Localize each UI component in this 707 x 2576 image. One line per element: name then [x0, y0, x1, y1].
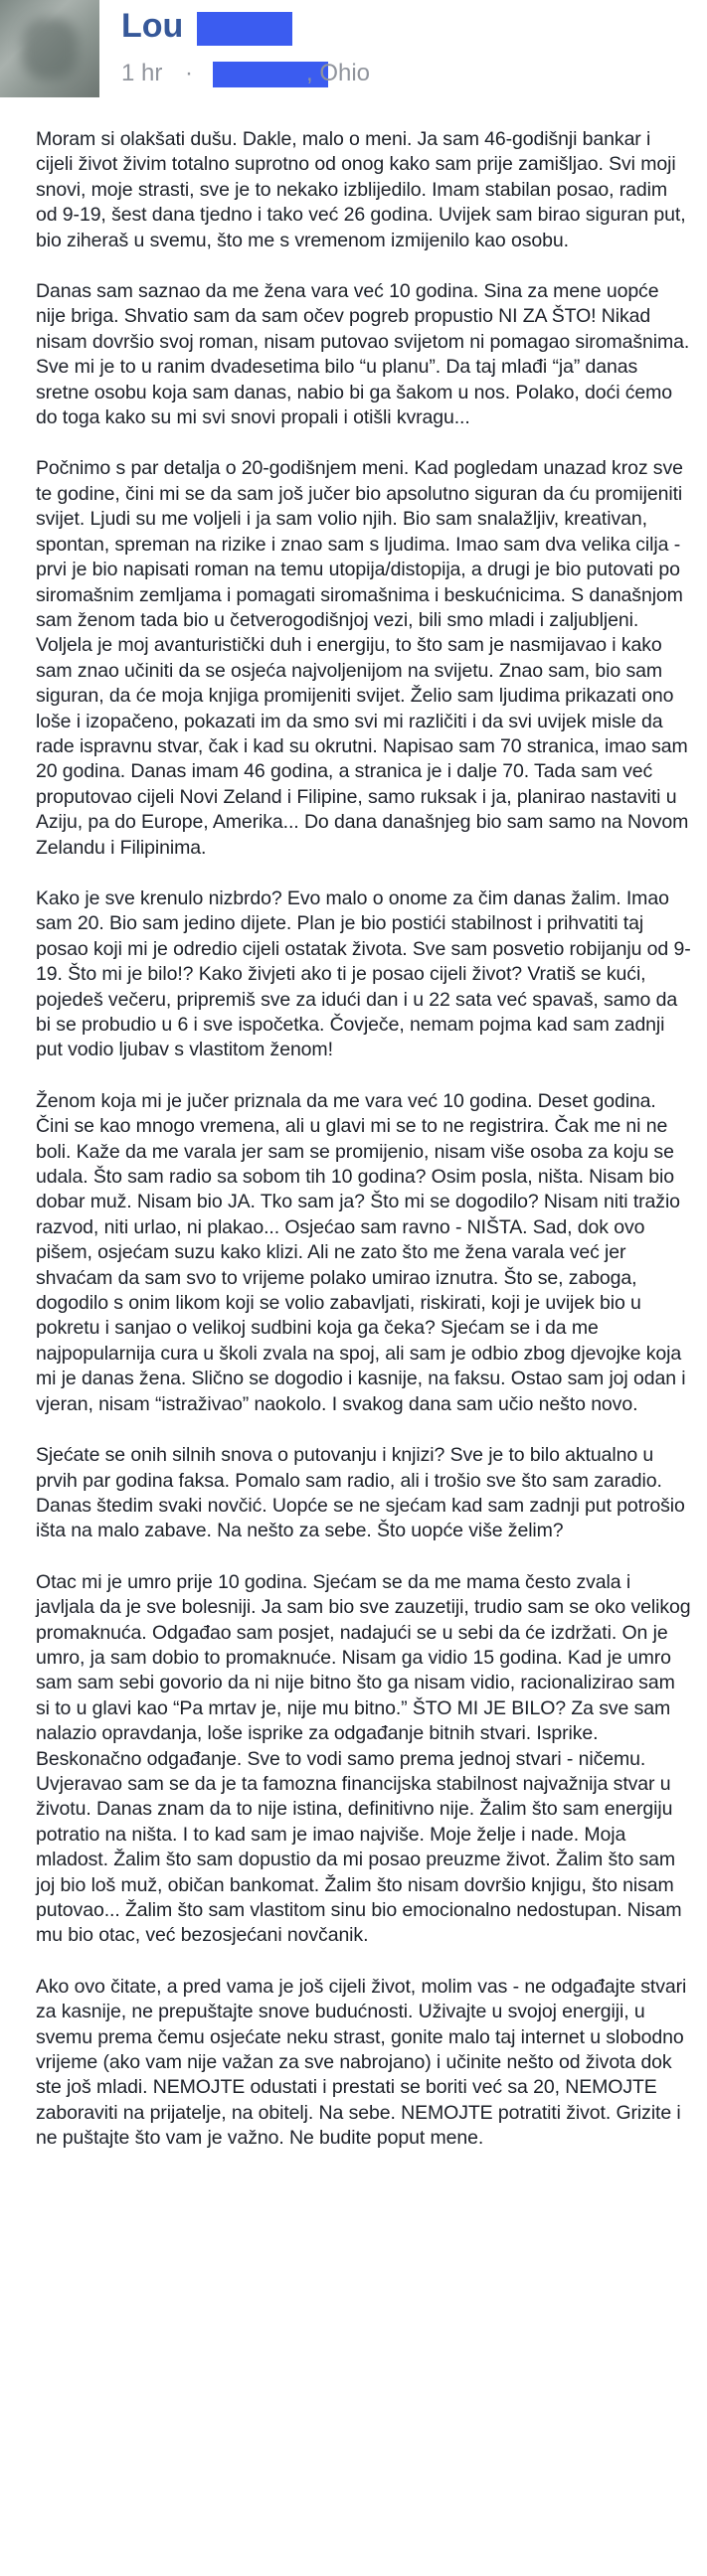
post-paragraph: Ženom koja mi je jučer priznala da me vara već 10 godina. Deset godina. Čini se kao mnogo vremena, ali u glavi mi se to ne registrira. Čak me ni ne boli. Kaže da me varala jer sam se promijenio, nisam više osoba za koju se udala. Što sam radio sa sobom tih 10 godina? Osim posla, ništa. Nisam bio dobar muž. Nisam bio JA. Tko sam ja? Što mi se dogodilo? Nisam niti tražio razvod, niti urlao, ni plakao... Osjećao sam ravno - NIŠTA. Sad, dok ovo pišem, osjećam suzu kako klizi. Ali ne zato što me žena varala već jer shvaćam da sam svo to vrijeme polako umirao iznutra. Što se, zaboga, dogodilo s onim likom koji se volio zabavljati, riskirati, koji je uvijek bio u pokretu i sanjao o velikoj sudbini koja ga čeka? Sjećam se i da me najpopularnija cura u školi zvala na spoj, ali sam je odbio zbog djevojke koja mi je danas žena. Slično se dogodio i kasnije, na faksu. Ostao sam joj odan i vjeran, nisam “istraživao” naokolo. I svakog dana sam učio nešto novo. [36, 1089, 686, 1415]
author-avatar[interactable] [0, 0, 99, 97]
post-body [36, 127, 692, 2177]
post-paragraph: Ako ovo čitate, a pred vama je još cijeli život, molim vas - ne odgađajte stvari za kasnije, ne prepuštajte snove budućnosti. Uživajte u svojoj energiji, u svemu prema čemu osjećate neku strast, gonite malo taj internet u slobodno vrijeme (ako vam nije važan za sve nabrojano) i učinite nešto od života dok ste još mladi. NEMOJTE odustati i prestati se boriti već sa 20, NEMOJTE zaboraviti na prijatelje, na obitelj. Na sebe. NEMOJTE potratiti život. Grizite i ne puštajte što vam je važno. Ne budite poput mene. [36, 1975, 687, 2150]
redacted-name-block [197, 12, 292, 46]
post-paragraph: Otac mi je umro prije 10 godina. Sjećam se da me mama često zvala i javljala da je sve bolesniji. Ja sam bio sve zauzetiji, trudio sam se oko velikog promaknuća. Odgađao sam posjet, nadajući se u sebi da će izdržati. On je umro, ja sam dobio to promaknuće. Nisam ga vidio 15 godina. Kad je umro sam sam sebi govorio da ni nije bitno što ga nisam vidio, racionalizirao sam si to u glavi kao “Pa mrtav je, nije mu bitno.” ŠTO MI JE BILO? Za sve sam nalazio opravdanja, loše isprike za odgađanje bitnih stvari. Isprike. Beskonačno odgađanje. Sve to vodi samo prema jednoj stvari - ničemu. Uvjeravao sam se da je ta famozna financijska stabilnost najvažnija stvar u životu. Danas znam da to nije istina, definitivno nije. Žalim što sam energiju potratio na ništa. I to kad sam je imao najviše. Moje želje i nade. Moja mladost. Žalim što sam dopustio da mi posao preuzme život. Žalim što sam joj bio loš muž, običan bankomat. Žalim što nisam dovršio knjigu, što nisam putovao... Žalim što sam vlastitom sinu bio emocionalno nedostupan. Nisam mu bio otac, već bezosjećani novčanik. [36, 1570, 691, 1947]
post-paragraph: Kako je sve krenulo nizbrdo? Evo malo o onome za čim danas žalim. Imao sam 20. Bio sam jedino dijete. Plan je bio postići stabilnost i prihvatiti taj posao koji mi je odredio cijeli ostatak života. Sve sam posvetio robijanju od 9-19. Što mi je bilo!? Kako živjeti ako ti je posao cijeli život? Vratiš se kući, pojedeš večeru, pripremiš sve za idući dan i u 22 sata već spavaš, samo da bi se probudio u 6 i sve ispočetka. Čovječe, nemam pojma kad sam zadnji put vodio ljubav s vlastitom ženom! [36, 886, 691, 1061]
meta-separator: · [185, 60, 193, 86]
post-paragraph: Sjećate se onih silnih snova o putovanju i knjizi? Sve je to bilo aktualno u prvih par godina faksa. Pomalo sam radio, ali i trošio sve što sam zaradio. Danas štedim svaki novčić. Uopće se ne sjećam kad sam zadnji put potrošio išta na malo zabave. Na nešto za sebe. Što uopće više želim? [36, 1444, 685, 1542]
post-paragraph: Počnimo s par detalja o 20-godišnjem meni. Kad pogledam unazad kroz sve te godine, čini mi se da sam još jučer bio apsolutno siguran da ću promijeniti svijet. Ljudi su me voljeli i ja sam volio njih. Bio sam snalažljiv, kreativan, spontan, spreman na rizike i znao sam s ljudima. Imao sam dva velika cilja - prvi je bio napisati roman na temu utopija/distopija, a drugi je bio putovati po siromašnim zemljama i pomagati siromašnima i beskućnicima. S današnjom sam ženom tada bio u četverogodišnjoj vezi, bili smo mladi i zaljubljeni. Voljela je moj avanturistički duh i energiju, to što sam je nasmijavao i kako sam znao učiniti da se osjeća najvoljenijom na svijetu. Znao sam, bio sam siguran, da će moja knjiga promijeniti svijet. Želio sam ljudima prikazati ono loše i izopačeno, pokazati im da smo svi mi različiti i da svi uvijek misle da rade ispravnu stvar, čak i kad su okrutni. Napisao sam 70 stranica, imao sam 20 godina. Danas imam 46 godina, a stranica je i dalje 70. Tada sam već proputovao cijeli Novi Zeland i Filipine, samo ruksak i ja, planirao nastaviti u Aziju, pa do Europe, Amerika... Do dana današnjeg bio sam samo na Novom Zelandu i Filipinima. [36, 457, 689, 859]
post-header [0, 0, 707, 99]
post-paragraph: Moram si olakšati dušu. Dakle, malo o meni. Ja sam 46-godišnji bankar i cijeli život živim totalno suprotno od onog kako sam prije zamišljao. Svi moji snovi, moje strasti, sve je to nekako izblijedilo. Imam stabilan posao, radim od 9-19, šest dana tjedno i tako već 26 godina. Uvijek sam birao siguran put, bio ziheraš u svemu, što me s vremenom izmijenilo kao osobu. [36, 128, 686, 251]
post-timestamp[interactable]: 1 hr [121, 60, 163, 86]
author-name[interactable]: Lou [121, 7, 184, 45]
post-location[interactable]: , Ohio [306, 60, 371, 86]
post-paragraph: Danas sam saznao da me žena vara već 10 godina. Sina za mene uopće nije briga. Shvatio sam da sam očev pogreb propustio NI ZA ŠTO! Nikad nisam dovršio svoj roman, nisam putovao svijetom ni pomagao siromašnima. Sve mi je to u ranim dvadesetima bilo “u planu”. Da taj mlađi “ja” danas sretne osobu koja sam danas, nabio bi ga šakom u nos. Polako, doći ćemo do toga kako su mi svi snovi propali i otišli kvragu... [36, 280, 690, 429]
